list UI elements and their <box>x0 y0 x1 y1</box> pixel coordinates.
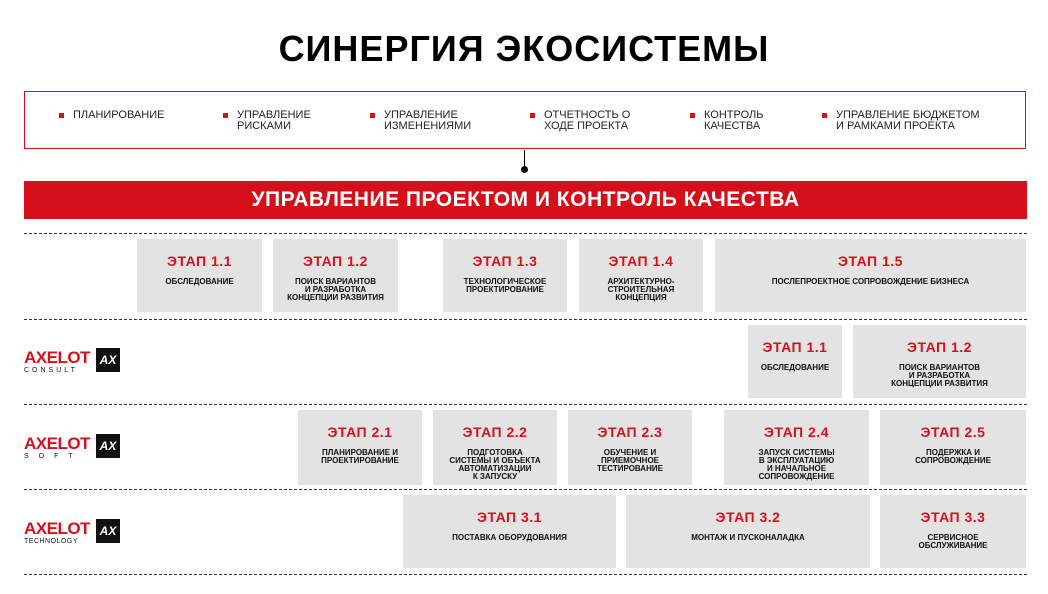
stage-card <box>433 410 557 485</box>
stage-description: МОНТАЖ И ПУСКОНАЛАДКА <box>691 533 805 542</box>
logo-subtitle: TECHNOLOGY <box>24 538 79 545</box>
area-item <box>690 110 763 132</box>
stage-title: ЭТАП 1.2 <box>907 339 972 355</box>
stage-card <box>403 495 616 568</box>
stage-description: ОБСЛЕДОВАНИЕ <box>165 277 234 286</box>
stage-title: ЭТАП 2.5 <box>920 424 986 440</box>
stage-description: ПЛАНИРОВАНИЕ И ПРОЕКТИРОВАНИЕ <box>321 448 399 465</box>
bullet-icon <box>822 113 827 118</box>
bullet-icon <box>59 113 64 118</box>
stage-description: ПОИСК ВАРИАНТОВ И РАЗРАБОТКА КОНЦЕПЦИИ РАЗВИТИЯ <box>287 277 384 302</box>
logo-subtitle: CONSULT <box>24 367 78 374</box>
stage-title: ЭТАП 3.1 <box>477 509 542 525</box>
row-divider <box>24 319 1027 320</box>
stage-card <box>568 410 692 485</box>
bullet-icon <box>690 113 695 118</box>
stage-card <box>880 410 1026 485</box>
stage-description: ТЕХНОЛОГИЧЕСКОЕ ПРОЕКТИРОВАНИЕ <box>463 277 547 294</box>
stage-description: ПОИСК ВАРИАНТОВ И РАЗРАБОТКА КОНЦЕПЦИИ РАЗВИТИЯ <box>891 363 988 388</box>
logo-wordmark: AXELOT <box>24 434 90 453</box>
stage-description: ОБСЛЕДОВАНИЕ <box>760 363 830 372</box>
area-item <box>223 110 311 132</box>
stage-description: ЗАПУСК СИСТЕМЫ В ЭКСПЛУАТАЦИЮ И НАЧАЛЬНОЕ СОПРОВОЖДЕНИЕ <box>758 448 835 481</box>
logo-wordmark: AXELOT <box>24 519 90 538</box>
stage-title: ЭТАП 2.1 <box>327 424 393 440</box>
stage-card <box>853 325 1026 398</box>
page-title: СИНЕРГИЯ ЭКОСИСТЕМЫ <box>278 28 770 69</box>
area-label: УПРАВЛЕНИЕ РИСКАМИ <box>237 109 311 132</box>
stage-description: СЕРВИСНОЕ ОБСЛУЖИВАНИЕ <box>918 533 988 550</box>
bullet-icon <box>370 113 375 118</box>
row-divider <box>24 404 1027 405</box>
stage-title: ЭТАП 3.2 <box>715 509 781 525</box>
area-item <box>822 110 980 132</box>
ax-logo-icon: AX <box>96 519 120 543</box>
stage-description: ПОДЕРЖКА И СОПРОВОЖДЕНИЕ <box>915 448 991 465</box>
area-item <box>530 110 630 132</box>
stage-card <box>626 495 870 568</box>
stage-description: ПОСТАВКА ОБОРУДОВАНИЯ <box>452 533 567 542</box>
stage-description: АРХИТЕКТУРНО- СТРОИТЕЛЬНАЯ КОНЦЕПЦИЯ <box>607 277 675 302</box>
management-areas-box <box>24 91 1026 149</box>
stage-card <box>715 239 1026 312</box>
stage-card <box>273 239 398 312</box>
stage-card <box>579 239 703 312</box>
area-item <box>370 110 471 132</box>
area-label: КОНТРОЛЬ КАЧЕСТВА <box>704 109 764 132</box>
stage-title: ЭТАП 1.1 <box>762 339 828 355</box>
stage-title: ЭТАП 1.5 <box>838 253 903 269</box>
axelot-soft-logo <box>24 434 120 464</box>
row-divider <box>24 489 1027 490</box>
bullet-icon <box>530 113 535 118</box>
logo-wordmark: AXELOT <box>24 348 90 367</box>
area-label: ПЛАНИРОВАНИЕ <box>73 109 165 121</box>
stage-card <box>137 239 262 312</box>
stage-card <box>880 495 1026 568</box>
stage-description: ОБУЧЕНИЕ И ПРИЕМОЧНОЕ ТЕСТИРОВАНИЕ <box>597 448 663 473</box>
stage-title: ЭТАП 3.3 <box>920 509 986 525</box>
ax-logo-icon: AX <box>96 348 120 372</box>
stage-title: ЭТАП 1.1 <box>167 253 232 269</box>
stage-title: ЭТАП 2.2 <box>462 424 528 440</box>
axelot-technology-logo <box>24 519 120 549</box>
stage-description: ПОСЛЕПРОЕКТНОЕ СОПРОВОЖДЕНИЕ БИЗНЕСА <box>771 277 970 286</box>
area-label: УПРАВЛЕНИЕ ИЗМЕНЕНИЯМИ <box>384 109 472 132</box>
area-label: УПРАВЛЕНИЕ БЮДЖЕТОМ И РАМКАМИ ПРОЕКТА <box>836 109 980 132</box>
ax-logo-icon: AX <box>96 434 120 458</box>
stage-title: ЭТАП 2.4 <box>764 424 829 440</box>
bullet-icon <box>223 113 228 118</box>
stage-title: ЭТАП 1.2 <box>303 253 368 269</box>
stage-title: ЭТАП 1.3 <box>472 253 538 269</box>
stage-card <box>298 410 422 485</box>
area-item <box>59 110 164 121</box>
row-divider <box>24 233 1027 234</box>
pm-banner: УПРАВЛЕНИЕ ПРОЕКТОМ И КОНТРОЛЬ КАЧЕСТВА <box>24 181 1027 219</box>
stage-description: ПОДГОТОВКА СИСТЕМЫ И ОБЪЕКТА АВТОМАТИЗАЦИИ К ЗАПУСКУ <box>449 448 541 481</box>
stage-title: ЭТАП 2.3 <box>597 424 663 440</box>
logo-subtitle: SOFT <box>24 453 83 460</box>
stage-card <box>724 410 869 485</box>
stage-title: ЭТАП 1.4 <box>608 253 674 269</box>
stage-card <box>748 325 842 398</box>
stage-card <box>443 239 567 312</box>
connector-dot <box>521 166 528 173</box>
axelot-consult-logo <box>24 348 120 378</box>
area-label: ОТЧЕТНОСТЬ О ХОДЕ ПРОЕКТА <box>544 109 631 132</box>
row-divider <box>24 574 1027 575</box>
